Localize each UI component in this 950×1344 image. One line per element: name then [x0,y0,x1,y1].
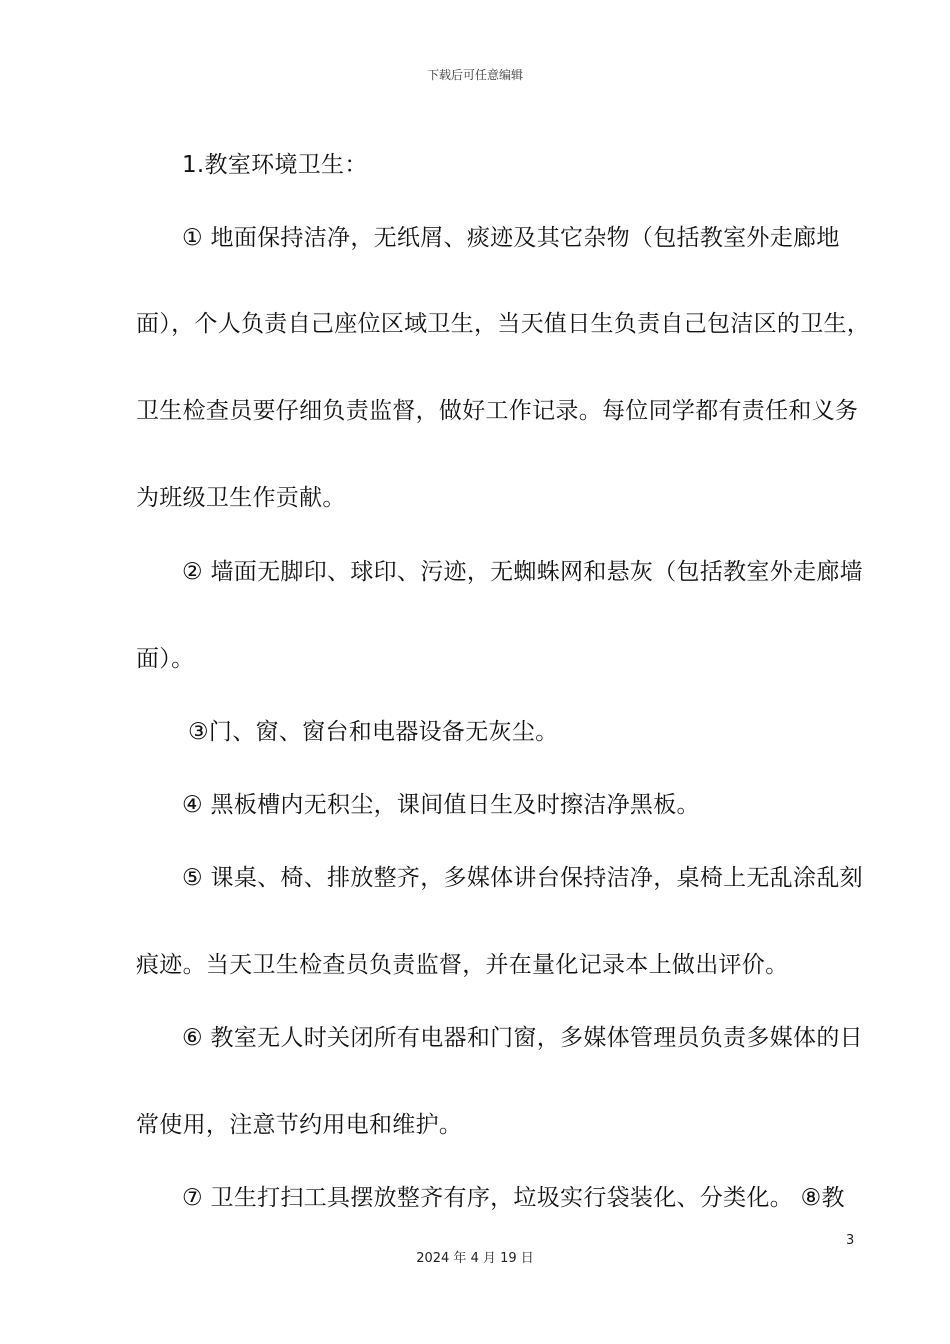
paragraph-line: 痕迹。当天卫生检查员负责监督，并在量化记录本上做出评价。 [136,952,789,978]
paragraph-line: 卫生检查员要仔细负责监督，做好工作记录。每位同学都有责任和义务 [136,398,859,424]
paragraph-line: ⑤ 课桌、椅、排放整齐，多媒体讲台保持洁净，桌椅上无乱涂乱刻 [182,865,863,891]
paragraph-line: 面）。 [136,646,195,672]
paragraph-line: ⑥ 教室无人时关闭所有电器和门窗，多媒体管理员负责多媒体的日 [182,1025,863,1051]
paragraph-line: 面），个人负责自己座位区域卫生，当天值日生负责自己包洁区的卫生， [136,311,871,337]
section-heading: 1.教室环境卫生： [182,152,368,178]
page-header: 下载后可任意编辑 [426,68,523,82]
paragraph-line: ② 墙面无脚印、球印、污迹，无蜘蛛网和悬灰（包括教室外走廊墙 [182,559,863,585]
paragraph-line: 为班级卫生作贡献。 [136,485,346,511]
paragraph-line: ⑦ 卫生打扫工具摆放整齐有序，垃圾实行袋装化、分类化。 ⑧教 [182,1185,845,1211]
page-number: 3 [846,1233,855,1248]
footer-date: 2024 年 4 月 19 日 [416,1251,534,1266]
paragraph-line: 常使用，注意节约用电和维护。 [136,1112,463,1138]
paragraph-line: ④ 黑板槽内无积尘，课间值日生及时擦洁净黑板。 [182,792,700,818]
paragraph-line: ① 地面保持洁净，无纸屑、痰迹及其它杂物（包括教室外走廊地 [182,225,840,251]
paragraph-line: ③门、窗、窗台和电器设备无灰尘。 [188,719,559,745]
